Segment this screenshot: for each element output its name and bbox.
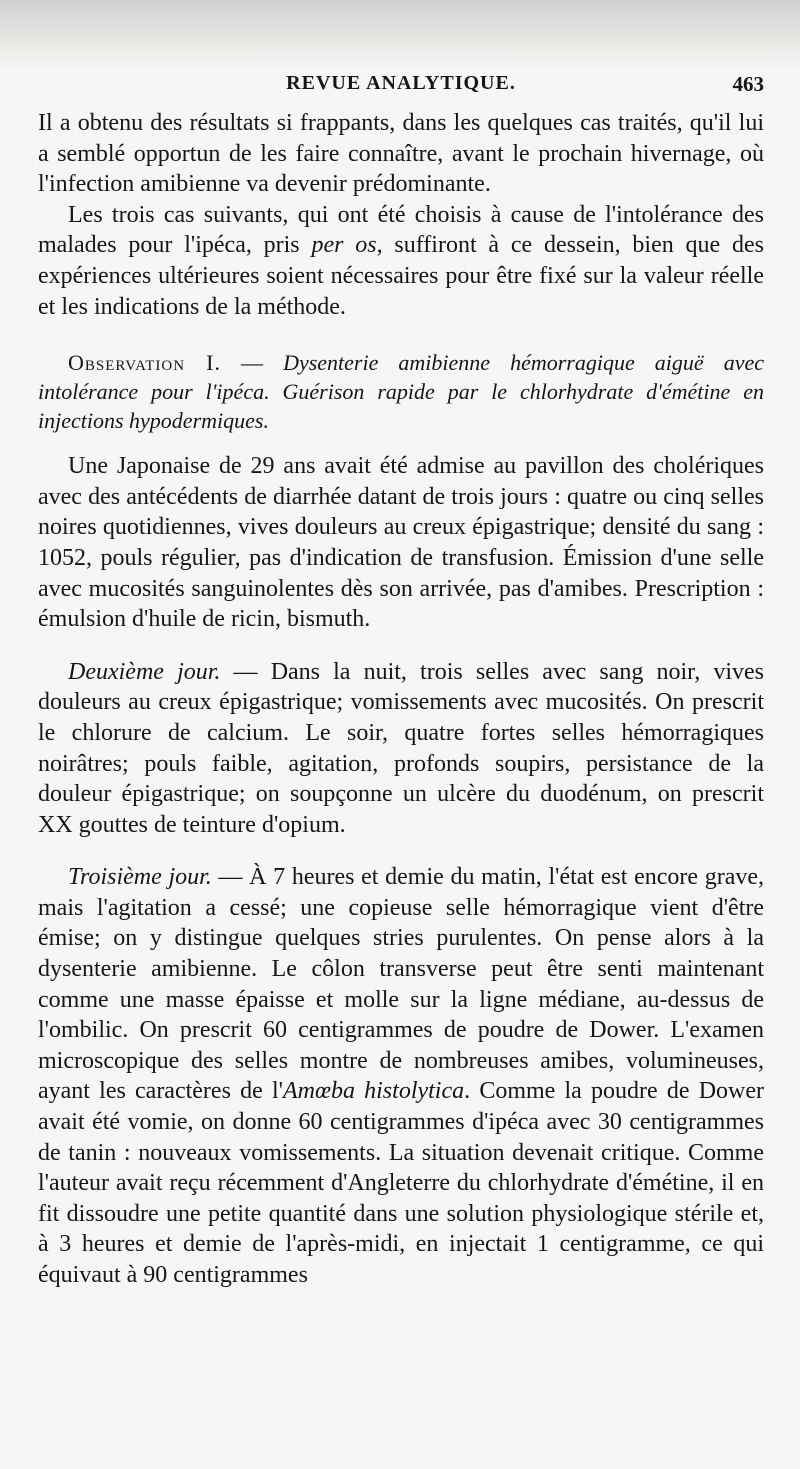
intro-paragraph-1: Il a obtenu des résultats si frappants, dans les quelques cas traités, qu'il lui a semblé opportun de les faire connaître, avant le prochain hivernage, où l'infection amibienne va devenir prédominante. [38,110,764,198]
observation-title: Dysenterie amibienne hémorragique aiguë avec intolérance pour l'ipéca. Guérison rapide par le chlorhydrate d'émétine en injections hypodermiques. [38,350,764,434]
running-head: REVUE ANALYTIQUE. [286,72,516,94]
day3-dash: — [211,864,250,891]
observation-paragraph: Une Japonaise de 29 ans avait été admise au pavillon des cholériques avec des antécédents de diarrhée datant de trois jours : quatre ou cinq selles noires quotidiennes, vives douleurs au creux épigastrique; densité du sang : 1052, pouls régulier, pas d'indication de transfusion. Émission d'une selle avec mucosités sanguinolentes dès son arrivée, pas d'amibes. Prescription : émulsion d'huile de ricin, bismuth. [38,453,764,633]
spacer [38,322,764,348]
page-number: 463 [732,72,764,96]
day3-text-end: . Comme la poudre de Dower avait été vomie, on donne 60 centigrammes d'ipéca avec 30 centigrammes de tanin : nouveaux vomissements. La situation devenait critique. Comme l'auteur avait reçu récemment d'Angleterre du chlorhydrate d'émétine, il en fit dissoudre une petite quantité dans une solution physiologique stérile et, à 3 heures et demie de l'après-midi, en injectait 1 centigramme, ce qui équivaut à 90 centigrammes [38,1078,765,1288]
day2-paragraph [38,657,764,841]
intro-p2-start: Les trois cas suivants, qui ont été choisis à cause de l'intolérance des malades pour l'ipéca, pris [38,201,764,259]
day2-label: Deuxième jour. [68,658,221,685]
spacer [38,840,764,862]
intro-p2-italic: per os [311,232,377,259]
intro-p2-end: , suffiront à ce dessein, bien que des expériences ultérieures soient nécessaires pour être fixé sur la valeur réelle et les indications de la méthode. [38,232,764,320]
spacer [38,635,764,657]
observation-body [38,451,764,635]
day2-dash: — [220,658,271,685]
day3-text-start: À 7 heures et demie du matin, l'état est encore grave, mais l'agitation a cessé; une copieuse selle hémorragique vient d'être émise; on y distingue quelques stries purulentes. On pense alors à la dysenterie amibienne. Le côlon transverse peut être senti maintenant comme une masse épaisse et molle sur la ligne médiane, au-dessus de l'ombilic. On prescrit 60 centigrammes de poudre de Dower. L'examen microscopique des selles montre de nombreuses amibes, volumineuses, ayant les caractères de l' [38,864,764,1105]
observation-label: Observation I. [68,350,221,376]
day2-text: Dans la nuit, trois selles avec sang noir, vives douleurs au creux épigastrique; vomissements avec mucosités. On prescrit le chlorure de calcium. Le soir, quatre fortes selles hémorragiques noirâtres; pouls faible, agitation, profonds soupirs, persistance de la douleur épigastrique; on soupçonne un ulcère du duodénum, on prescrit XX gouttes de teinture d'opium. [38,658,764,838]
day3-paragraph [38,862,764,1290]
body-text [38,108,764,322]
observation-heading [38,348,764,435]
intro-paragraph-2 [38,200,764,322]
observation-dash: — [220,350,284,376]
day3-section [38,862,764,1290]
day3-text-italic: Amœba histolytica [282,1078,465,1105]
day2-section [38,657,764,841]
page-header [38,72,764,108]
day3-label: Troisième jour. [68,864,212,891]
